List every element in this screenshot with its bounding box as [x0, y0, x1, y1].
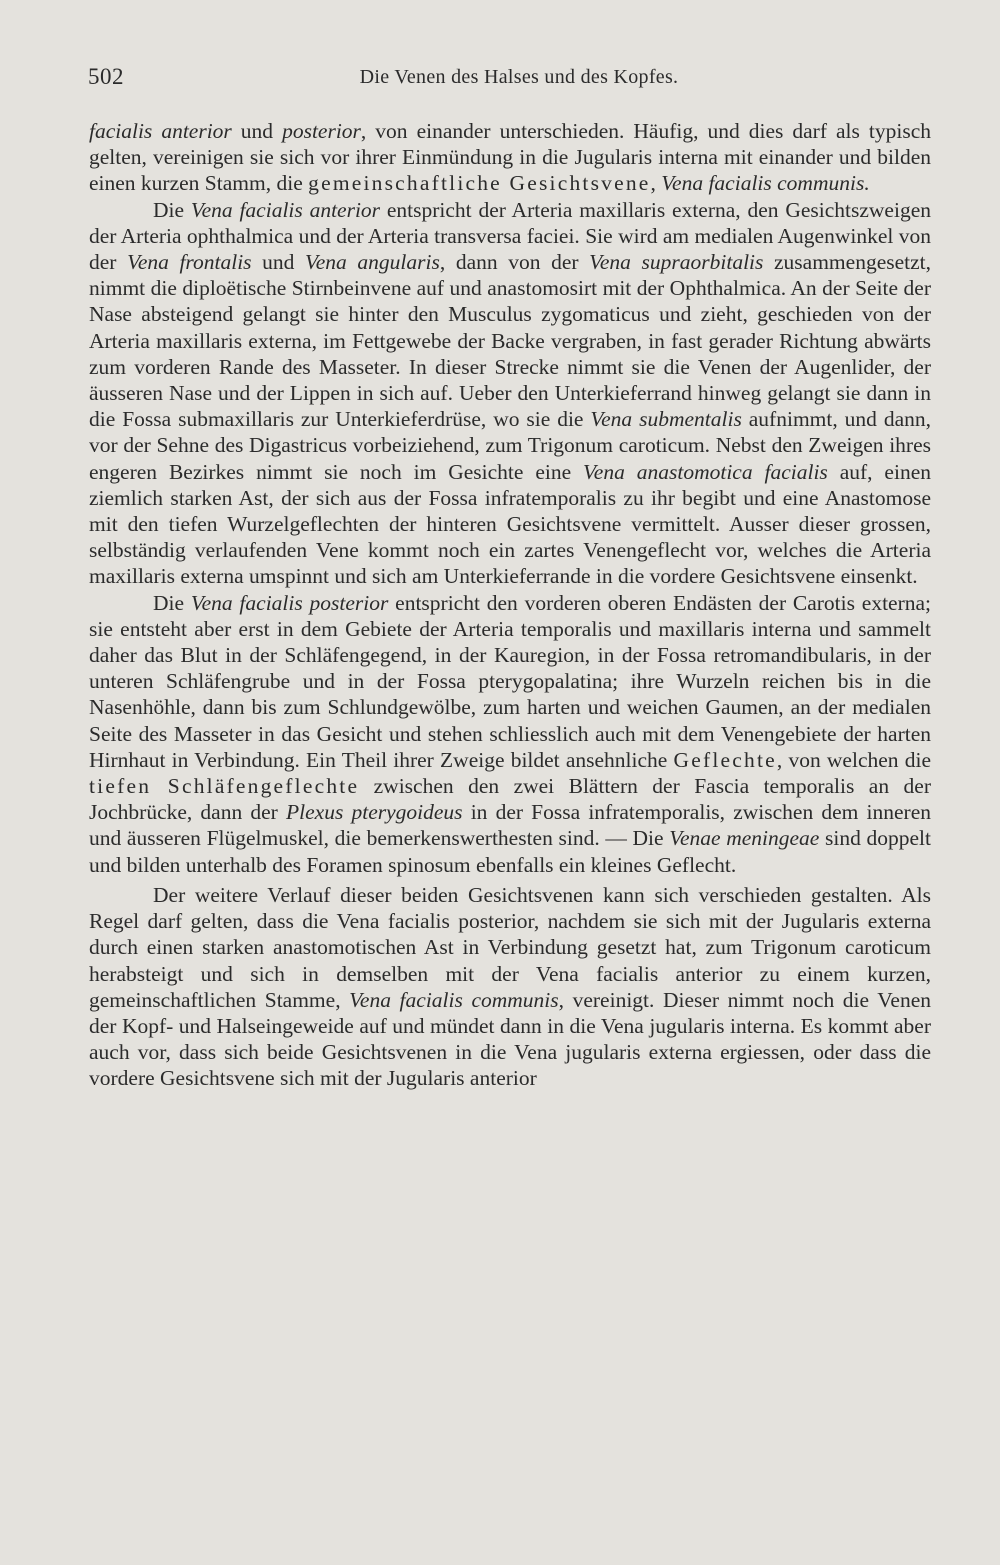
italic-term: Vena supraorbitalis	[589, 250, 764, 275]
text-run: , dann von der	[439, 250, 590, 275]
text-run: zusammengesetzt, nimmt die diploëtische Stirnbeinvene auf und anastomosirt mit der Ophthalmica. An der Seite der Nase absteigend gelangt sie hinter den Musculus zygomaticus und zieht, geschieden von der Arteria maxillaris externa, im Fettgewebe der Backe vergraben, in fast gerader Richtung abwärts zum vorderen Rande des Masseter. In dieser Strecke nimmt sie die Venen der Augenlider, der äusseren Nase und der Lippen in sich auf. Ueber den Unterkieferrand hinweg gelangt sie dann in die Fossa submaxillaris zur Unterkieferdrüse, wo sie die	[89, 250, 932, 432]
text-run: ,	[650, 171, 662, 196]
text-run: Die	[153, 197, 191, 222]
text-run: , von einander unterschieden. Häufig, und dies darf als typisch gelten, vereinigen sie sich vor ihrer Einmündung in die Jugularis interna mit einander und bilden einen kurzen Stamm, die	[89, 119, 932, 196]
text-run: entspricht den vorderen oberen Endästen der Carotis externa; sie entsteht aber erst in dem Gebiete der Arteria temporalis und maxillaris interna und sammelt daher das Blut in der Schläfengegend, in der Kauregion, in der Fossa retromandibularis, in der unteren Schläfengrube und in der Fossa pterygopalatina; ihre Wurzeln reichen bis in die Nasenhöhle, dann bis zum Schlundgewölbe, zum harten und weichen Gaumen, an der medialen Seite des Masseter in das Gesicht und stehen schliesslich auch mit dem Venengebiete der harten Hirnhaut in Verbindung. Ein Theil ihrer Zweige bildet ansehnliche	[89, 590, 932, 772]
text-run: und	[251, 250, 306, 275]
page-header	[88, 64, 930, 100]
italic-term: Venae meningeae	[669, 826, 820, 851]
text-run: sind doppelt und bilden unterhalb des Foramen spinosum ebenfalls ein kleines Geflecht.	[89, 826, 931, 877]
paragraph-3	[89, 590, 931, 878]
italic-term: Plexus pterygoideus	[286, 800, 463, 825]
text-run: zwischen den zwei Blättern der Fascia temporalis an der Jochbrücke, dann der	[89, 774, 931, 825]
paragraph-4	[89, 882, 931, 1092]
paragraph-1	[89, 118, 931, 197]
spaced-term: gemeinschaftliche Gesichtsvene	[308, 171, 651, 196]
italic-term: Vena frontalis	[127, 250, 252, 275]
italic-term: Vena facialis posterior	[190, 590, 389, 615]
spaced-term: tiefen Schläfengeflechte	[89, 774, 360, 799]
text-run: , vereinigt. Dieser nimmt noch die Venen der Kopf- und Halseingeweide auf und mündet dann in die Vena jugularis interna. Es kommt aber auch vor, dass sich beide Gesichtsvenen in die Vena jugularis externa ergiessen, oder dass die vordere Gesichtsvene sich mit der Jugularis anterior	[89, 987, 931, 1091]
spaced-term: Geflechte	[673, 747, 777, 772]
italic-term: Vena submentalis	[590, 407, 742, 432]
text-run: aufnimmt, und dann, vor der Sehne des Digastricus vorbeiziehend, zum Trigonum caroticum. Nebst den Zweigen ihres engeren Bezirkes nimmt sie noch im Gesichte eine	[89, 407, 932, 484]
page-number: 502	[88, 64, 124, 89]
text-run: auf, einen ziemlich starken Ast, der sich aus der Fossa infratemporalis zu ihr begibt und eine Anastomose mit den tiefen Wurzelgeflechten der hinteren Gesichtsvene vermittelt. Ausser dieser grossen, selbständig verlaufenden Vene kommt noch ein zartes Venengeflecht vor, welches die Arteria maxillaris externa umspinnt und sich am Unterkieferrande in die vordere Gesichtsvene einsenkt.	[89, 459, 931, 589]
body-text	[89, 118, 931, 1092]
italic-term: posterior	[282, 119, 361, 143]
italic-term: Vena facialis anterior	[190, 197, 381, 222]
italic-term: Vena anastomotica facialis	[583, 459, 828, 484]
italic-term: Vena facialis communis	[349, 987, 559, 1012]
text-run: Die	[153, 590, 191, 615]
text-run: in der Fossa infratemporalis, zwischen dem inneren und äusseren Flügelmuskel, die bemerkenswerthesten sind. — Die	[89, 800, 931, 851]
running-title: Die Venen des Halses und des Kopfes.	[359, 66, 679, 88]
italic-term: facialis anterior	[89, 119, 232, 143]
text-run: entspricht der Arteria maxillaris externa, den Gesichtszweigen der Arteria ophthalmica und der Arteria transversa faciei. Sie wird am medialen Augenwinkel von der	[89, 197, 931, 275]
italic-term: Vena facialis communis.	[661, 171, 870, 196]
text-run: und	[231, 119, 283, 143]
paragraph-2	[89, 197, 931, 590]
text-run: Der weitere Verlauf dieser beiden Gesichtsvenen kann sich verschieden gestalten. Als Regel darf gelten, dass die Vena facialis posterior, nachdem sie sich mit der Jugularis externa durch einen starken anastomotischen Ast in Verbindung gesetzt hat, zum Trigonum caroticum herabsteigt und sich in demselben mit der Vena facialis anterior zu einem kurzen, gemeinschaftlichen Stamme,	[89, 882, 931, 1012]
italic-term: Vena angularis	[305, 250, 440, 275]
text-run: , von welchen die	[776, 747, 931, 772]
